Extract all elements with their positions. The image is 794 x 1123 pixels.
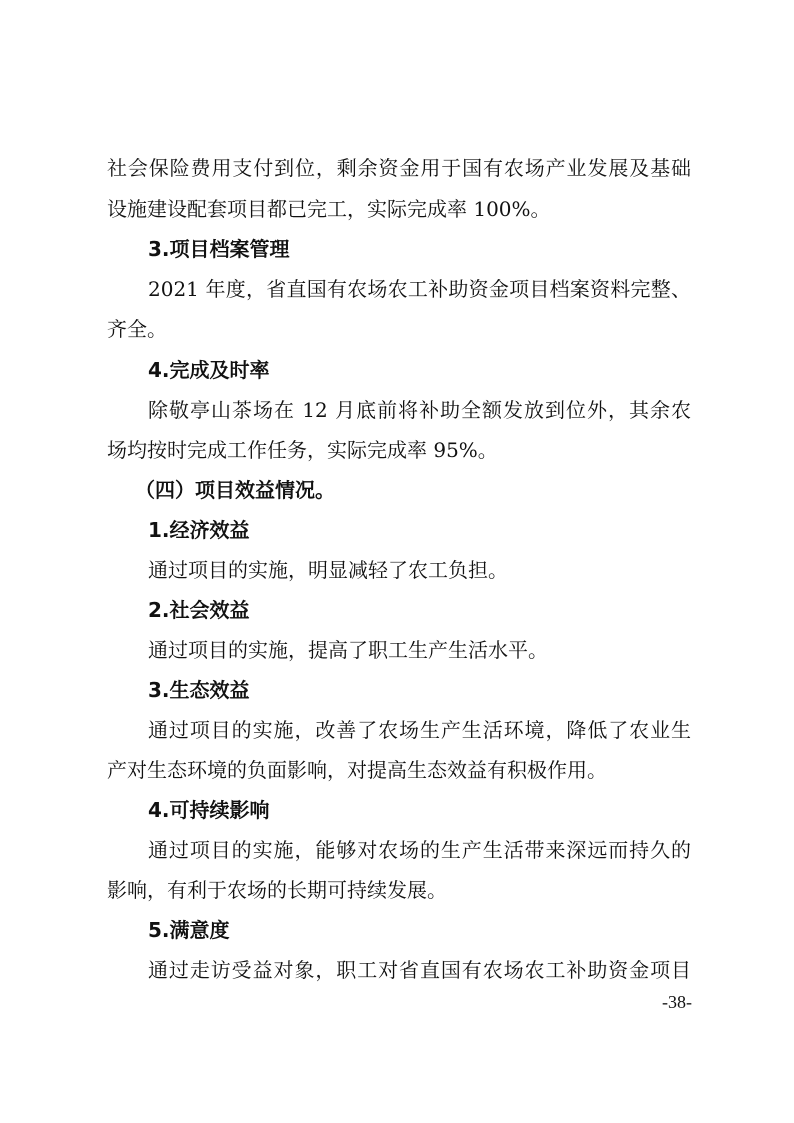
section-heading: 3.生态效益 [148,678,250,702]
body-text-line: 通过走访受益对象，职工对省直国有农场农工补助资金项目 [148,958,691,982]
section-heading: 5.满意度 [148,918,230,942]
body-text-line: 齐全。 [107,317,167,341]
chapter-heading: （四）项目效益情况。 [135,478,335,502]
body-text-line: 通过项目的实施，提高了职工生产生活水平。 [148,638,548,662]
body-text-line: 社会保险费用支付到位，剩余资金用于国有农场产业发展及基础 [107,156,691,180]
body-text-line: 2021 年度，省直国有农场农工补助资金项目档案资料完整、 [148,277,691,301]
body-text-line: 产对生态环境的负面影响，对提高生态效益有积极作用。 [107,758,607,782]
body-text-line: 场均按时完成工作任务，实际完成率 95%。 [107,438,498,462]
body-text-line: 除敬亭山茶场在 12 月底前将补助全额发放到位外，其余农 [148,398,691,422]
section-heading: 1.经济效益 [148,518,250,542]
section-heading: 2.社会效益 [148,598,250,622]
body-text-line: 设施建设配套项目都已完工，实际完成率 100%。 [107,197,551,221]
section-heading: 4.可持续影响 [148,798,270,822]
section-heading: 4.完成及时率 [148,358,270,382]
body-text-line: 通过项目的实施，明显减轻了农工负担。 [148,558,508,582]
page-number: -38- [662,992,692,1012]
body-text-line: 影响，有利于农场的长期可持续发展。 [107,878,447,902]
section-heading: 3.项目档案管理 [148,237,290,261]
body-text-line: 通过项目的实施，改善了农场生产生活环境，降低了农业生 [148,718,691,742]
body-text-line: 通过项目的实施，能够对农场的生产生活带来深远而持久的 [148,838,691,862]
